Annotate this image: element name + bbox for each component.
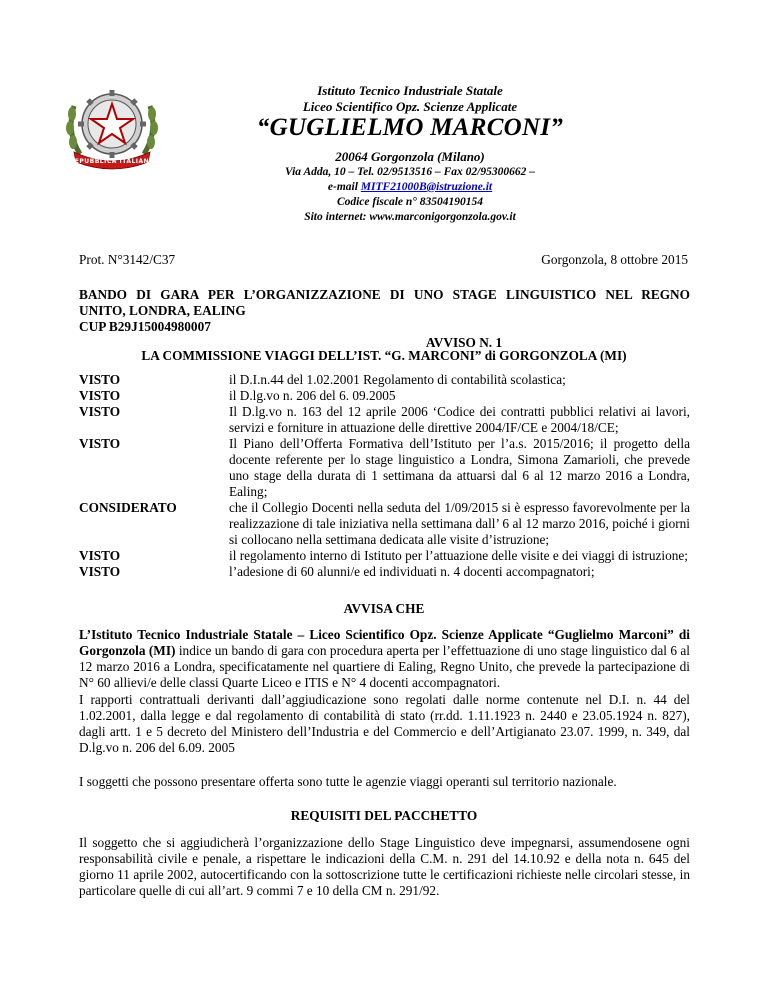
announcement-text: indice un bando di gara con procedura aperta per l’effettuazione di uno stage linguistico dal 6 al 12 marzo 2016 a Londra, specificatamente nel quartiere di Ealing, Regno Unito, che prevede la partecipazione di N° 60 allievi/e delle classi Quarte Liceo e ITIS e N° 4 docenti accompagnatori. — [79, 643, 691, 690]
avvisa-che-heading: AVVISA CHE — [343, 601, 425, 616]
commissione-heading: LA COMMISSIONE VIAGGI DELL’IST. “G. MARCONI” di GORGONZOLA (MI) — [141, 348, 627, 363]
bando-cup: CUP B29J15004980007 — [79, 319, 211, 334]
preamble-label: VISTO — [79, 372, 121, 387]
preamble-row — [79, 404, 690, 436]
preamble-row — [79, 372, 690, 388]
paragraph-requirements: Il soggetto che si aggiudicherà l’organizzazione dello Stage Linguistico deve impegnarsi, assumendosene ogni responsabilità civile e penale, a rispettare le indicazioni della C.M. n. 291 del 14.10.92 e della nota n. 645 del giorno 11 aprile 2002, autocertificando con la sottoscrizione tutte le certificazioni richieste nelle circolari stesse, in particolare quelle di cui all’art. 9 commi 7 e 10 della CM n. 291/92. — [79, 835, 690, 898]
institute-type-line: Istituto Tecnico Industriale Statale — [317, 83, 503, 98]
school-email-line — [200, 181, 620, 193]
document-date: Gorgonzola, 8 ottobre 2015 — [541, 252, 688, 267]
preamble-text: l’adesione di 60 alunni/e ed individuati n. 4 docenti accompagnatori; — [229, 564, 595, 579]
paragraph-announcement — [79, 627, 690, 691]
avviso-number: AVVISO N. 1 — [425, 335, 503, 350]
preamble-row — [79, 388, 690, 404]
preamble-label: VISTO — [79, 436, 121, 451]
preamble-text: il regolamento interno di Istituto per l’attuazione delle visite e dei viaggi di istruzione; — [229, 548, 688, 563]
school-name: “GUGLIELMO MARCONI” — [256, 114, 564, 141]
preamble-label: VISTO — [79, 564, 121, 579]
preamble-text: il D.lg.vo n. 206 del 6. 09.2005 — [229, 388, 396, 403]
bando-title — [79, 287, 690, 335]
preamble-list — [79, 372, 690, 580]
svg-text:REPUBBLICA ITALIANA: REPUBBLICA ITALIANA — [69, 158, 155, 165]
preamble-row — [79, 548, 690, 564]
preamble-label: VISTO — [79, 404, 121, 419]
school-city: 20064 Gorgonzola (Milano) — [335, 149, 485, 164]
preamble-text: il D.I.n.44 del 1.02.2001 Regolamento di contabilità scolastica; — [229, 372, 566, 387]
protocol-number: Prot. N°3142/C37 — [79, 252, 176, 267]
preamble-text: Il Piano dell’Offerta Formativa dell’Istituto per l’a.s. 2015/2016; il progetto della docente referente per lo stage linguistico a Londra, Simona Zamarioli, che prevede uno stage della durata di 1 settimana da attuarsi dal 6 al 12 marzo 2016 a Londra, Ealing; — [229, 436, 690, 499]
institute-full-name: L’Istituto Tecnico Industriale Statale – Liceo Scientifico Opz. Scienze Applicate “Guglielmo Marconi” di Gorgonzola (MI) — [79, 627, 690, 658]
fiscal-code: Codice fiscale n° 83504190154 — [336, 196, 484, 208]
school-contacts: Via Adda, 10 – Tel. 02/9513516 – Fax 02/95300662 – — [285, 166, 535, 178]
paragraph-contract-rules: I rapporti contrattuali derivanti dall’aggiudicazione sono regolati dalle norme contenute nel D.I. n. 44 del 1.02.2001, dalla legge e dal regolamento di contabilità di stato (rr.dd. 1.11.1923 n. 2440 e 23.05.1924 n. 827), dagli artt. 1 e 5 decreto del Ministero dell’Industria e del Commercio e dell’Artigianato 23.07. 1999, n. 349, dal D.lg.vo n. 206 del 6.09. 2005 — [79, 692, 690, 755]
preamble-label: CONSIDERATO — [79, 500, 177, 515]
preamble-text: Il D.lg.vo n. 163 del 12 aprile 2006 ‘Codice dei contratti pubblici relativi ai lavori, servizi e forniture in attuazione delle direttive 2004/IF/CE e 2004/18/CE; — [229, 404, 690, 435]
email-link[interactable]: MITF21000B@istruzione.it — [360, 181, 493, 193]
preamble-row — [79, 564, 690, 580]
paragraph-eligible-subjects: I soggetti che possono presentare offerta sono tutte le agenzie viaggi operanti sul territorio nazionale. — [79, 774, 617, 789]
repubblica-italiana-emblem-icon — [60, 84, 164, 170]
preamble-label: VISTO — [79, 388, 121, 403]
preamble-label: VISTO — [79, 548, 121, 563]
requisiti-heading: REQUISITI DEL PACCHETTO — [290, 808, 478, 823]
preamble-text: che il Collegio Docenti nella seduta del 1/09/2015 si è espresso favorevolmente per la realizzazione di tale iniziativa nella settimana dall’ 6 al 12 marzo 2016, poiché i giorni si collocano nella settimana dedicata alle visite d’istruzione; — [229, 500, 690, 547]
bando-title-line2: UNITO, LONDRA, EALING — [79, 303, 246, 318]
bando-title-line1: BANDO DI GARA PER L’ORGANIZZAZIONE DI UNO STAGE LINGUISTICO NEL REGNO — [79, 287, 690, 302]
school-website: Sito internet: www.marconigorgonzola.gov.it — [304, 211, 516, 223]
liceo-type-line: Liceo Scientifico Opz. Scienze Applicate — [302, 99, 518, 114]
preamble-row — [79, 436, 690, 500]
preamble-row — [79, 500, 690, 548]
email-prefix: e-mail — [327, 181, 361, 193]
